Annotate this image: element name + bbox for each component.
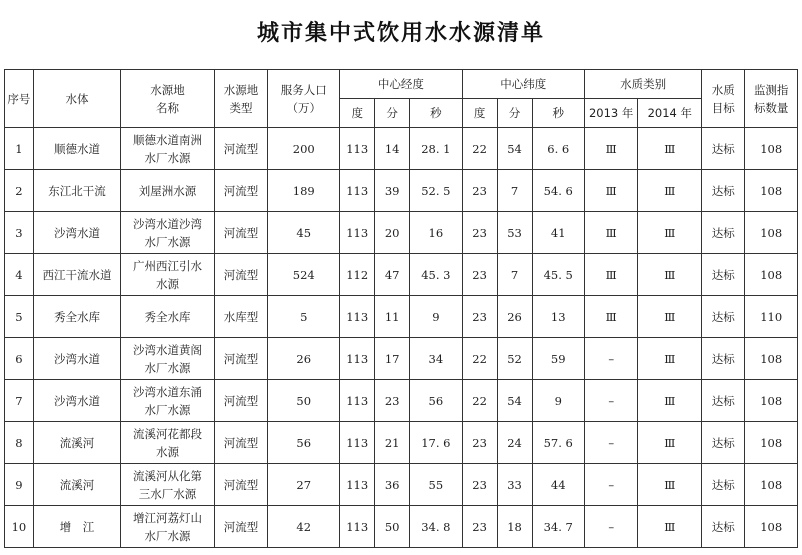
cell-quality-2014: Ⅲ — [638, 464, 702, 506]
cell-indicator-count: 108 — [745, 338, 798, 380]
cell-source-type: 河流型 — [214, 170, 267, 212]
cell-lon-minute: 39 — [375, 170, 410, 212]
cell-source-type: 河流型 — [214, 464, 267, 506]
cell-quality-2014: Ⅲ — [638, 254, 702, 296]
page-title: 城市集中式饮用水水源清单 — [256, 21, 545, 46]
header-source-name-line1: 水源地 — [150, 82, 185, 97]
cell-indicator-count: 108 — [745, 506, 798, 548]
cell-lon-second: 55 — [410, 464, 462, 506]
cell-lat-second: 6. 6 — [532, 128, 584, 170]
cell-quality-2013: – — [584, 464, 637, 506]
cell-population: 42 — [268, 506, 340, 548]
cell-source-name-line1: 沙湾水道东涌 — [132, 384, 202, 399]
cell-lat-degree: 23 — [462, 464, 497, 506]
cell-source-name-line1: 秀全水库 — [144, 309, 191, 324]
cell-source-name-line2: 水源 — [155, 444, 179, 459]
cell-source-type: 水库型 — [214, 296, 267, 338]
table-row — [5, 212, 798, 254]
cell-quality-target: 达标 — [702, 338, 745, 380]
cell-quality-2014: Ⅲ — [638, 128, 702, 170]
cell-water-body: 沙湾水道 — [33, 380, 120, 422]
cell-lat-minute: 26 — [497, 296, 532, 338]
cell-lon-second: 34. 8 — [410, 506, 462, 548]
cell-quality-2014: Ⅲ — [638, 212, 702, 254]
header-population — [268, 70, 340, 128]
table-row — [5, 296, 798, 338]
cell-seq: 5 — [5, 296, 34, 338]
cell-population: 5 — [268, 296, 340, 338]
cell-population: 56 — [268, 422, 340, 464]
header-indicator-count — [745, 70, 798, 128]
cell-quality-2013: Ⅲ — [584, 170, 637, 212]
cell-lat-second: 41 — [532, 212, 584, 254]
cell-source-name-line2: 水厂水源 — [144, 150, 191, 165]
cell-source-name — [121, 128, 215, 170]
header-source-type-line2: 类型 — [229, 100, 253, 115]
cell-lat-second: 59 — [532, 338, 584, 380]
cell-source-type: 河流型 — [214, 254, 267, 296]
cell-source-name-line1: 流溪河花都段 — [132, 426, 202, 441]
cell-seq: 9 — [5, 464, 34, 506]
header-quality-2014: 2014 年 — [638, 99, 702, 128]
header-source-name — [121, 70, 215, 128]
cell-source-name — [121, 506, 215, 548]
cell-source-name — [121, 170, 215, 212]
cell-lon-second: 45. 3 — [410, 254, 462, 296]
cell-water-body: 增 江 — [33, 506, 120, 548]
cell-lat-degree: 22 — [462, 128, 497, 170]
table-row — [5, 464, 798, 506]
cell-lon-minute: 20 — [375, 212, 410, 254]
cell-lon-minute: 21 — [375, 422, 410, 464]
header-indicator-count-line1: 监测指 — [753, 82, 789, 97]
cell-lon-second: 56 — [410, 380, 462, 422]
cell-lat-minute: 7 — [497, 254, 532, 296]
cell-source-name-line1: 刘屋洲水源 — [138, 183, 197, 198]
cell-lon-second: 52. 5 — [410, 170, 462, 212]
cell-water-body: 流溪河 — [33, 422, 120, 464]
cell-lon-minute: 23 — [375, 380, 410, 422]
cell-lon-degree: 113 — [340, 338, 375, 380]
cell-quality-target: 达标 — [702, 254, 745, 296]
cell-lat-minute: 24 — [497, 422, 532, 464]
header-source-type — [214, 70, 267, 128]
cell-quality-2014: Ⅲ — [638, 506, 702, 548]
cell-lon-degree: 113 — [340, 170, 375, 212]
cell-source-name-line2: 水厂水源 — [144, 402, 191, 417]
cell-quality-2014: Ⅲ — [638, 338, 702, 380]
cell-lat-degree: 22 — [462, 338, 497, 380]
cell-lon-second: 34 — [410, 338, 462, 380]
cell-lat-degree: 22 — [462, 380, 497, 422]
cell-lat-degree: 23 — [462, 212, 497, 254]
cell-population: 524 — [268, 254, 340, 296]
table-row — [5, 254, 798, 296]
cell-source-type: 河流型 — [214, 128, 267, 170]
cell-source-name-line1: 沙湾水道沙湾 — [132, 216, 202, 231]
cell-quality-target: 达标 — [702, 128, 745, 170]
cell-lon-minute: 36 — [375, 464, 410, 506]
cell-lon-second: 9 — [410, 296, 462, 338]
header-lat-second: 秒 — [532, 99, 584, 128]
cell-source-type: 河流型 — [214, 380, 267, 422]
cell-lat-minute: 53 — [497, 212, 532, 254]
cell-lon-degree: 113 — [340, 422, 375, 464]
cell-lon-degree: 112 — [340, 254, 375, 296]
header-lon-degree: 度 — [340, 99, 375, 128]
cell-quality-target: 达标 — [702, 422, 745, 464]
cell-water-body: 东江北干流 — [33, 170, 120, 212]
cell-indicator-count: 108 — [745, 170, 798, 212]
header-source-type-line1: 水源地 — [223, 82, 259, 97]
cell-lon-degree: 113 — [340, 464, 375, 506]
cell-lon-minute: 50 — [375, 506, 410, 548]
header-quality-2013: 2013 年 — [584, 99, 637, 128]
cell-source-name — [121, 212, 215, 254]
cell-lat-minute: 54 — [497, 380, 532, 422]
cell-lat-minute: 52 — [497, 338, 532, 380]
cell-source-name-line2: 三水厂水源 — [138, 486, 197, 501]
cell-lat-second: 13 — [532, 296, 584, 338]
cell-lon-degree: 113 — [340, 296, 375, 338]
cell-water-body: 沙湾水道 — [33, 212, 120, 254]
cell-water-body: 西江干流水道 — [33, 254, 120, 296]
cell-lat-minute: 7 — [497, 170, 532, 212]
cell-quality-2014: Ⅲ — [638, 170, 702, 212]
cell-lon-minute: 17 — [375, 338, 410, 380]
cell-lat-degree: 23 — [462, 422, 497, 464]
cell-population: 45 — [268, 212, 340, 254]
cell-lon-second: 28. 1 — [410, 128, 462, 170]
cell-source-type: 河流型 — [214, 338, 267, 380]
cell-lon-second: 17. 6 — [410, 422, 462, 464]
table-row — [5, 338, 798, 380]
header-water-body: 水体 — [33, 70, 120, 128]
cell-source-name-line1: 广州西江引水 — [132, 258, 202, 273]
header-source-name-line2: 名称 — [155, 100, 179, 115]
cell-water-body: 顺德水道 — [33, 128, 120, 170]
cell-quality-target: 达标 — [702, 464, 745, 506]
cell-quality-2013: – — [584, 422, 637, 464]
cell-indicator-count: 110 — [745, 296, 798, 338]
cell-indicator-count: 108 — [745, 212, 798, 254]
cell-lat-second: 54. 6 — [532, 170, 584, 212]
header-lon-second: 秒 — [410, 99, 462, 128]
cell-source-name-line1: 流溪河从化第 — [132, 468, 202, 483]
cell-source-name — [121, 254, 215, 296]
cell-seq: 1 — [5, 128, 34, 170]
cell-quality-target: 达标 — [702, 380, 745, 422]
cell-population: 27 — [268, 464, 340, 506]
header-latitude-group: 中心纬度 — [462, 70, 584, 99]
cell-quality-2014: Ⅲ — [638, 296, 702, 338]
cell-source-name-line1: 增江河荔灯山 — [132, 510, 202, 525]
header-longitude-group: 中心经度 — [340, 70, 462, 99]
header-indicator-count-line2: 标数量 — [753, 100, 789, 115]
cell-water-body: 秀全水库 — [33, 296, 120, 338]
cell-lon-degree: 113 — [340, 506, 375, 548]
cell-lat-minute: 33 — [497, 464, 532, 506]
cell-indicator-count: 108 — [745, 380, 798, 422]
cell-source-name-line2: 水厂水源 — [144, 360, 191, 375]
table-row — [5, 128, 798, 170]
cell-quality-target: 达标 — [702, 170, 745, 212]
cell-lat-degree: 23 — [462, 506, 497, 548]
cell-source-name — [121, 464, 215, 506]
cell-lat-degree: 23 — [462, 254, 497, 296]
cell-seq: 2 — [5, 170, 34, 212]
cell-lat-second: 45. 5 — [532, 254, 584, 296]
cell-indicator-count: 108 — [745, 254, 798, 296]
cell-quality-2014: Ⅲ — [638, 422, 702, 464]
water-source-table — [4, 69, 798, 548]
cell-lon-minute: 11 — [375, 296, 410, 338]
cell-population: 200 — [268, 128, 340, 170]
cell-lon-second: 16 — [410, 212, 462, 254]
header-lon-minute: 分 — [375, 99, 410, 128]
cell-quality-2014: Ⅲ — [638, 380, 702, 422]
cell-population: 189 — [268, 170, 340, 212]
cell-water-body: 沙湾水道 — [33, 338, 120, 380]
cell-source-type: 河流型 — [214, 212, 267, 254]
table-row — [5, 422, 798, 464]
cell-quality-2013: Ⅲ — [584, 212, 637, 254]
cell-source-type: 河流型 — [214, 422, 267, 464]
cell-indicator-count: 108 — [745, 128, 798, 170]
cell-lon-degree: 113 — [340, 128, 375, 170]
cell-seq: 4 — [5, 254, 34, 296]
cell-source-type: 河流型 — [214, 506, 267, 548]
header-population-line2: （万） — [286, 100, 321, 115]
cell-lat-second: 9 — [532, 380, 584, 422]
cell-indicator-count: 108 — [745, 422, 798, 464]
cell-lat-minute: 54 — [497, 128, 532, 170]
cell-quality-target: 达标 — [702, 506, 745, 548]
cell-lon-degree: 113 — [340, 212, 375, 254]
cell-source-name — [121, 338, 215, 380]
cell-seq: 8 — [5, 422, 34, 464]
cell-source-name-line2: 水厂水源 — [144, 234, 191, 249]
header-quality-group: 水质类别 — [584, 70, 701, 99]
header-quality-target-line2: 目标 — [711, 100, 735, 115]
header-quality-target — [702, 70, 745, 128]
cell-quality-2013: – — [584, 506, 637, 548]
cell-source-name-line1: 沙湾水道黄阁 — [132, 342, 202, 357]
cell-lat-second: 44 — [532, 464, 584, 506]
cell-source-name-line2: 水厂水源 — [144, 528, 191, 543]
header-lat-degree: 度 — [462, 99, 497, 128]
header-quality-target-line1: 水质 — [711, 82, 735, 97]
cell-seq: 7 — [5, 380, 34, 422]
cell-indicator-count: 108 — [745, 464, 798, 506]
header-lat-minute: 分 — [497, 99, 532, 128]
cell-source-name-line2: 水源 — [155, 276, 179, 291]
cell-source-name-line1: 顺德水道南洲 — [132, 132, 202, 147]
cell-lat-second: 34. 7 — [532, 506, 584, 548]
cell-water-body: 流溪河 — [33, 464, 120, 506]
cell-quality-2013: Ⅲ — [584, 296, 637, 338]
cell-quality-2013: – — [584, 338, 637, 380]
table-row — [5, 380, 798, 422]
cell-lon-minute: 14 — [375, 128, 410, 170]
table-body — [5, 128, 798, 548]
cell-lat-degree: 23 — [462, 170, 497, 212]
cell-seq: 6 — [5, 338, 34, 380]
cell-lon-degree: 113 — [340, 380, 375, 422]
cell-source-name — [121, 296, 215, 338]
table-row — [5, 170, 798, 212]
cell-lat-second: 57. 6 — [532, 422, 584, 464]
cell-population: 26 — [268, 338, 340, 380]
cell-seq: 3 — [5, 212, 34, 254]
cell-quality-2013: Ⅲ — [584, 128, 637, 170]
cell-population: 50 — [268, 380, 340, 422]
cell-source-name — [121, 380, 215, 422]
cell-quality-2013: Ⅲ — [584, 254, 637, 296]
table-row — [5, 506, 798, 548]
cell-quality-target: 达标 — [702, 296, 745, 338]
cell-lon-minute: 47 — [375, 254, 410, 296]
cell-seq: 10 — [5, 506, 34, 548]
cell-lat-minute: 18 — [497, 506, 532, 548]
header-population-line1: 服务人口 — [280, 82, 327, 97]
header-seq: 序号 — [5, 70, 34, 128]
cell-quality-target: 达标 — [702, 212, 745, 254]
cell-lat-degree: 23 — [462, 296, 497, 338]
cell-source-name — [121, 422, 215, 464]
cell-quality-2013: – — [584, 380, 637, 422]
